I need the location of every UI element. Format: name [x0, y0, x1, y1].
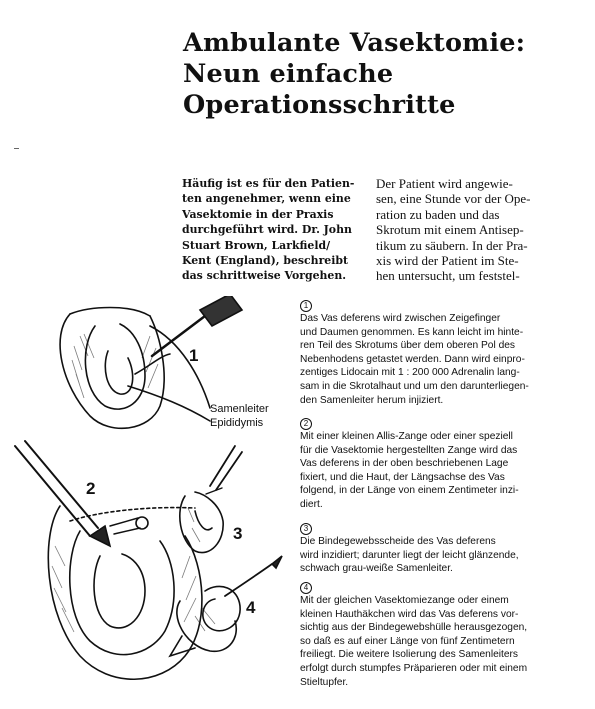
- step-line: sam in die Skrotalhaut und um den darunterliegen-: [300, 380, 529, 392]
- lead-line: Vasektomie in der Praxis: [182, 207, 334, 221]
- step-text: Das Vas deferens wird zwischen Zeigefinger: [300, 313, 501, 324]
- step-line: schwach grau-weiße Samenleiter.: [300, 563, 453, 575]
- step-line: folgend, in der Länge von einem Zentimeter inzi-: [300, 485, 519, 497]
- lead-line: das schrittweise Vorgehen.: [182, 269, 347, 283]
- step-number-circle: 2: [300, 418, 312, 430]
- step-line: [300, 523, 519, 549]
- step-line: Vas deferens in der oben beschriebenen Lage: [300, 458, 509, 470]
- step-line: Stieltupfer.: [300, 676, 349, 688]
- body-line: xis wird der Patient im Ste-: [376, 253, 519, 269]
- body-line: hen untersucht, um feststel-: [376, 268, 520, 284]
- lead-paragraph: [182, 176, 362, 284]
- step-line: erfolgt durch stumpfes Präparieren oder mit einem: [300, 662, 528, 674]
- step-text: Mit einer kleinen Allis-Zange oder einer speziell: [300, 431, 513, 442]
- step-number-circle: 1: [300, 300, 312, 312]
- figure-number: 1: [189, 346, 199, 365]
- step-line: Nebenhodens getastet werden. Dann wird einpro-: [300, 353, 525, 365]
- body-line: Der Patient wird angewie-: [376, 176, 513, 191]
- step-3: [300, 523, 519, 576]
- step-1: [300, 300, 529, 407]
- label-epididymis: Epididymis: [210, 417, 264, 429]
- step-line: [300, 582, 527, 608]
- step-text: Mit der gleichen Vasektomiezange oder einem: [300, 595, 509, 606]
- step-2: [300, 418, 519, 512]
- lead-line: ten angenehmer, wenn eine: [182, 192, 351, 206]
- label-samenleiter: Samenleiter: [210, 403, 269, 415]
- step-line: freiliegt. Die weitere Isolierung des Samenleiters: [300, 649, 519, 661]
- illustration-drawing: [10, 296, 294, 700]
- step-line: ren Teil des Skrotums über dem oberen Pol des: [300, 340, 515, 352]
- step-text: Die Bindegewebsscheide des Vas deferens: [300, 536, 496, 547]
- lead-line: durchgeführt wird. Dr. John: [182, 223, 352, 237]
- step-line: [300, 418, 519, 444]
- body-paragraph: [376, 176, 581, 284]
- title-line: Neun einfache: [183, 59, 394, 89]
- body-line: tikum zu säubern. In der Pra-: [376, 237, 528, 253]
- title-line: Operationsschritte: [183, 90, 456, 120]
- step-number-circle: 3: [300, 523, 312, 535]
- surgical-illustration: [10, 296, 294, 700]
- margin-mark: [14, 148, 19, 149]
- title-line: Ambulante Vasektomie:: [183, 28, 526, 58]
- step-line: wird inzidiert; darunter liegt der leicht glänzende,: [300, 549, 519, 561]
- step-4: [300, 582, 527, 689]
- lead-line: Stuart Brown, Larkfield/: [182, 238, 331, 252]
- step-line: für die Vasektomie hergestellten Zange wird das: [300, 444, 518, 456]
- body-line: sen, eine Stunde vor der Ope-: [376, 191, 531, 207]
- figure-number: 4: [246, 598, 256, 617]
- step-line: so daß es auf einer Länge von fünf Zentimetern: [300, 635, 515, 647]
- body-line: ration zu baden und das: [376, 206, 500, 222]
- lead-line: Häufig ist es für den Patien-: [182, 177, 355, 190]
- figure-number: 2: [86, 479, 96, 498]
- body-line: Skrotum mit einem Antisep-: [376, 222, 524, 238]
- step-line: und Daumen genommen. Es kann leicht im hinte-: [300, 326, 524, 338]
- article-title: [183, 28, 583, 121]
- step-line: diert.: [300, 498, 323, 510]
- step-line: den Samenleiter herum injiziert.: [300, 394, 444, 406]
- step-line: zentiges Lidocain mit 1 : 200 000 Adrenalin lang-: [300, 367, 520, 379]
- step-line: sichtig aus der Bindegewebshülle herausgezogen,: [300, 622, 528, 634]
- step-number-circle: 4: [300, 582, 312, 594]
- step-line: fixiert, und die Haut, der Längsachse des Vas: [300, 471, 505, 483]
- lead-line: Kent (England), beschreibt: [182, 254, 349, 268]
- step-line: [300, 300, 529, 326]
- step-line: kleinen Hauthäkchen wird das Vas deferens vor-: [300, 608, 519, 620]
- figure-number: 3: [233, 524, 243, 543]
